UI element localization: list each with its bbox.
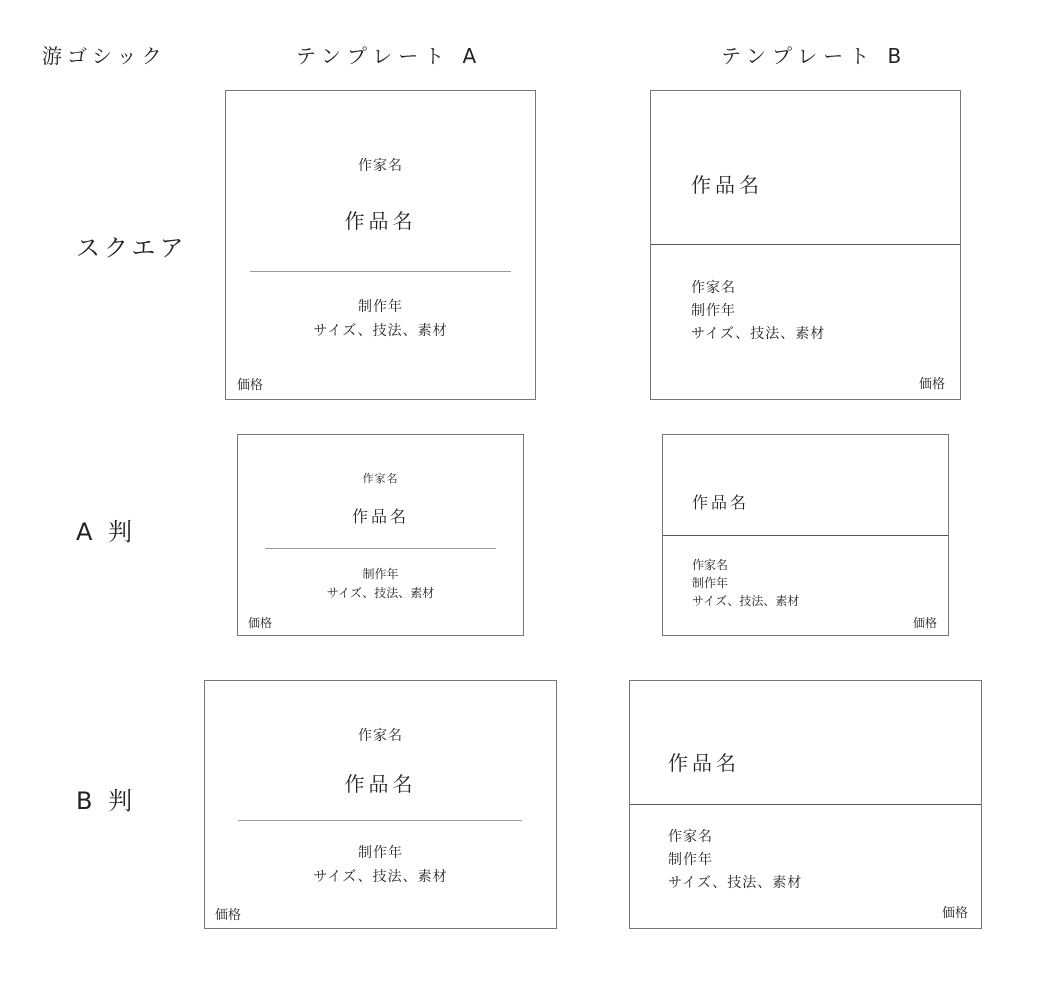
artwork-title: 作品名 — [351, 507, 409, 526]
artwork-title: 作品名 — [691, 173, 763, 197]
production-year: 制作年 — [358, 299, 403, 315]
artist-name: 作家名 — [362, 472, 399, 485]
artwork-title: 作品名 — [668, 751, 740, 775]
price: 価格 — [215, 908, 242, 923]
card-a-size-template-b — [662, 434, 949, 636]
size-technique-material: サイズ、技法、素材 — [692, 594, 800, 608]
price: 価格 — [918, 377, 945, 392]
column-header-template-a: テンプレート A — [296, 44, 483, 68]
artwork-title: 作品名 — [344, 772, 417, 796]
size-technique-material: サイズ、技法、素材 — [313, 323, 448, 339]
artist-name: 作家名 — [358, 158, 403, 174]
font-label: 游ゴシック — [42, 44, 167, 68]
size-technique-material: サイズ、技法、素材 — [668, 875, 803, 891]
artist-name: 作家名 — [691, 280, 736, 296]
row-label-a-size: A 判 — [76, 518, 137, 546]
artist-name: 作家名 — [668, 829, 713, 845]
price: 価格 — [912, 616, 937, 630]
card-b-size-template-a — [204, 680, 557, 929]
row-label-b-size: B 判 — [76, 787, 137, 815]
separator-line — [238, 820, 522, 821]
section-divider — [651, 244, 960, 245]
size-technique-material: サイズ、技法、素材 — [326, 586, 435, 600]
section-divider — [630, 804, 981, 805]
production-year: 制作年 — [668, 852, 713, 868]
artwork-title: 作品名 — [692, 493, 750, 512]
card-b-size-template-b — [629, 680, 982, 929]
column-header-template-b: テンプレート B — [721, 44, 908, 68]
size-technique-material: サイズ、技法、素材 — [691, 326, 826, 342]
card-square-template-b — [650, 90, 961, 400]
card-a-size-template-a — [237, 434, 524, 636]
production-year: 制作年 — [362, 567, 399, 581]
artist-name: 作家名 — [358, 728, 403, 744]
production-year: 制作年 — [692, 576, 729, 590]
artist-name: 作家名 — [692, 558, 729, 572]
production-year: 制作年 — [358, 845, 403, 861]
size-technique-material: サイズ、技法、素材 — [313, 869, 448, 885]
row-label-square: スクエア — [76, 234, 188, 262]
artwork-title: 作品名 — [344, 209, 417, 233]
price: 価格 — [941, 906, 968, 921]
price: 価格 — [248, 616, 273, 630]
card-square-template-a — [225, 90, 536, 400]
price: 価格 — [237, 378, 264, 393]
production-year: 制作年 — [691, 303, 736, 319]
separator-line — [265, 548, 496, 549]
separator-line — [250, 271, 511, 272]
section-divider — [663, 535, 948, 536]
